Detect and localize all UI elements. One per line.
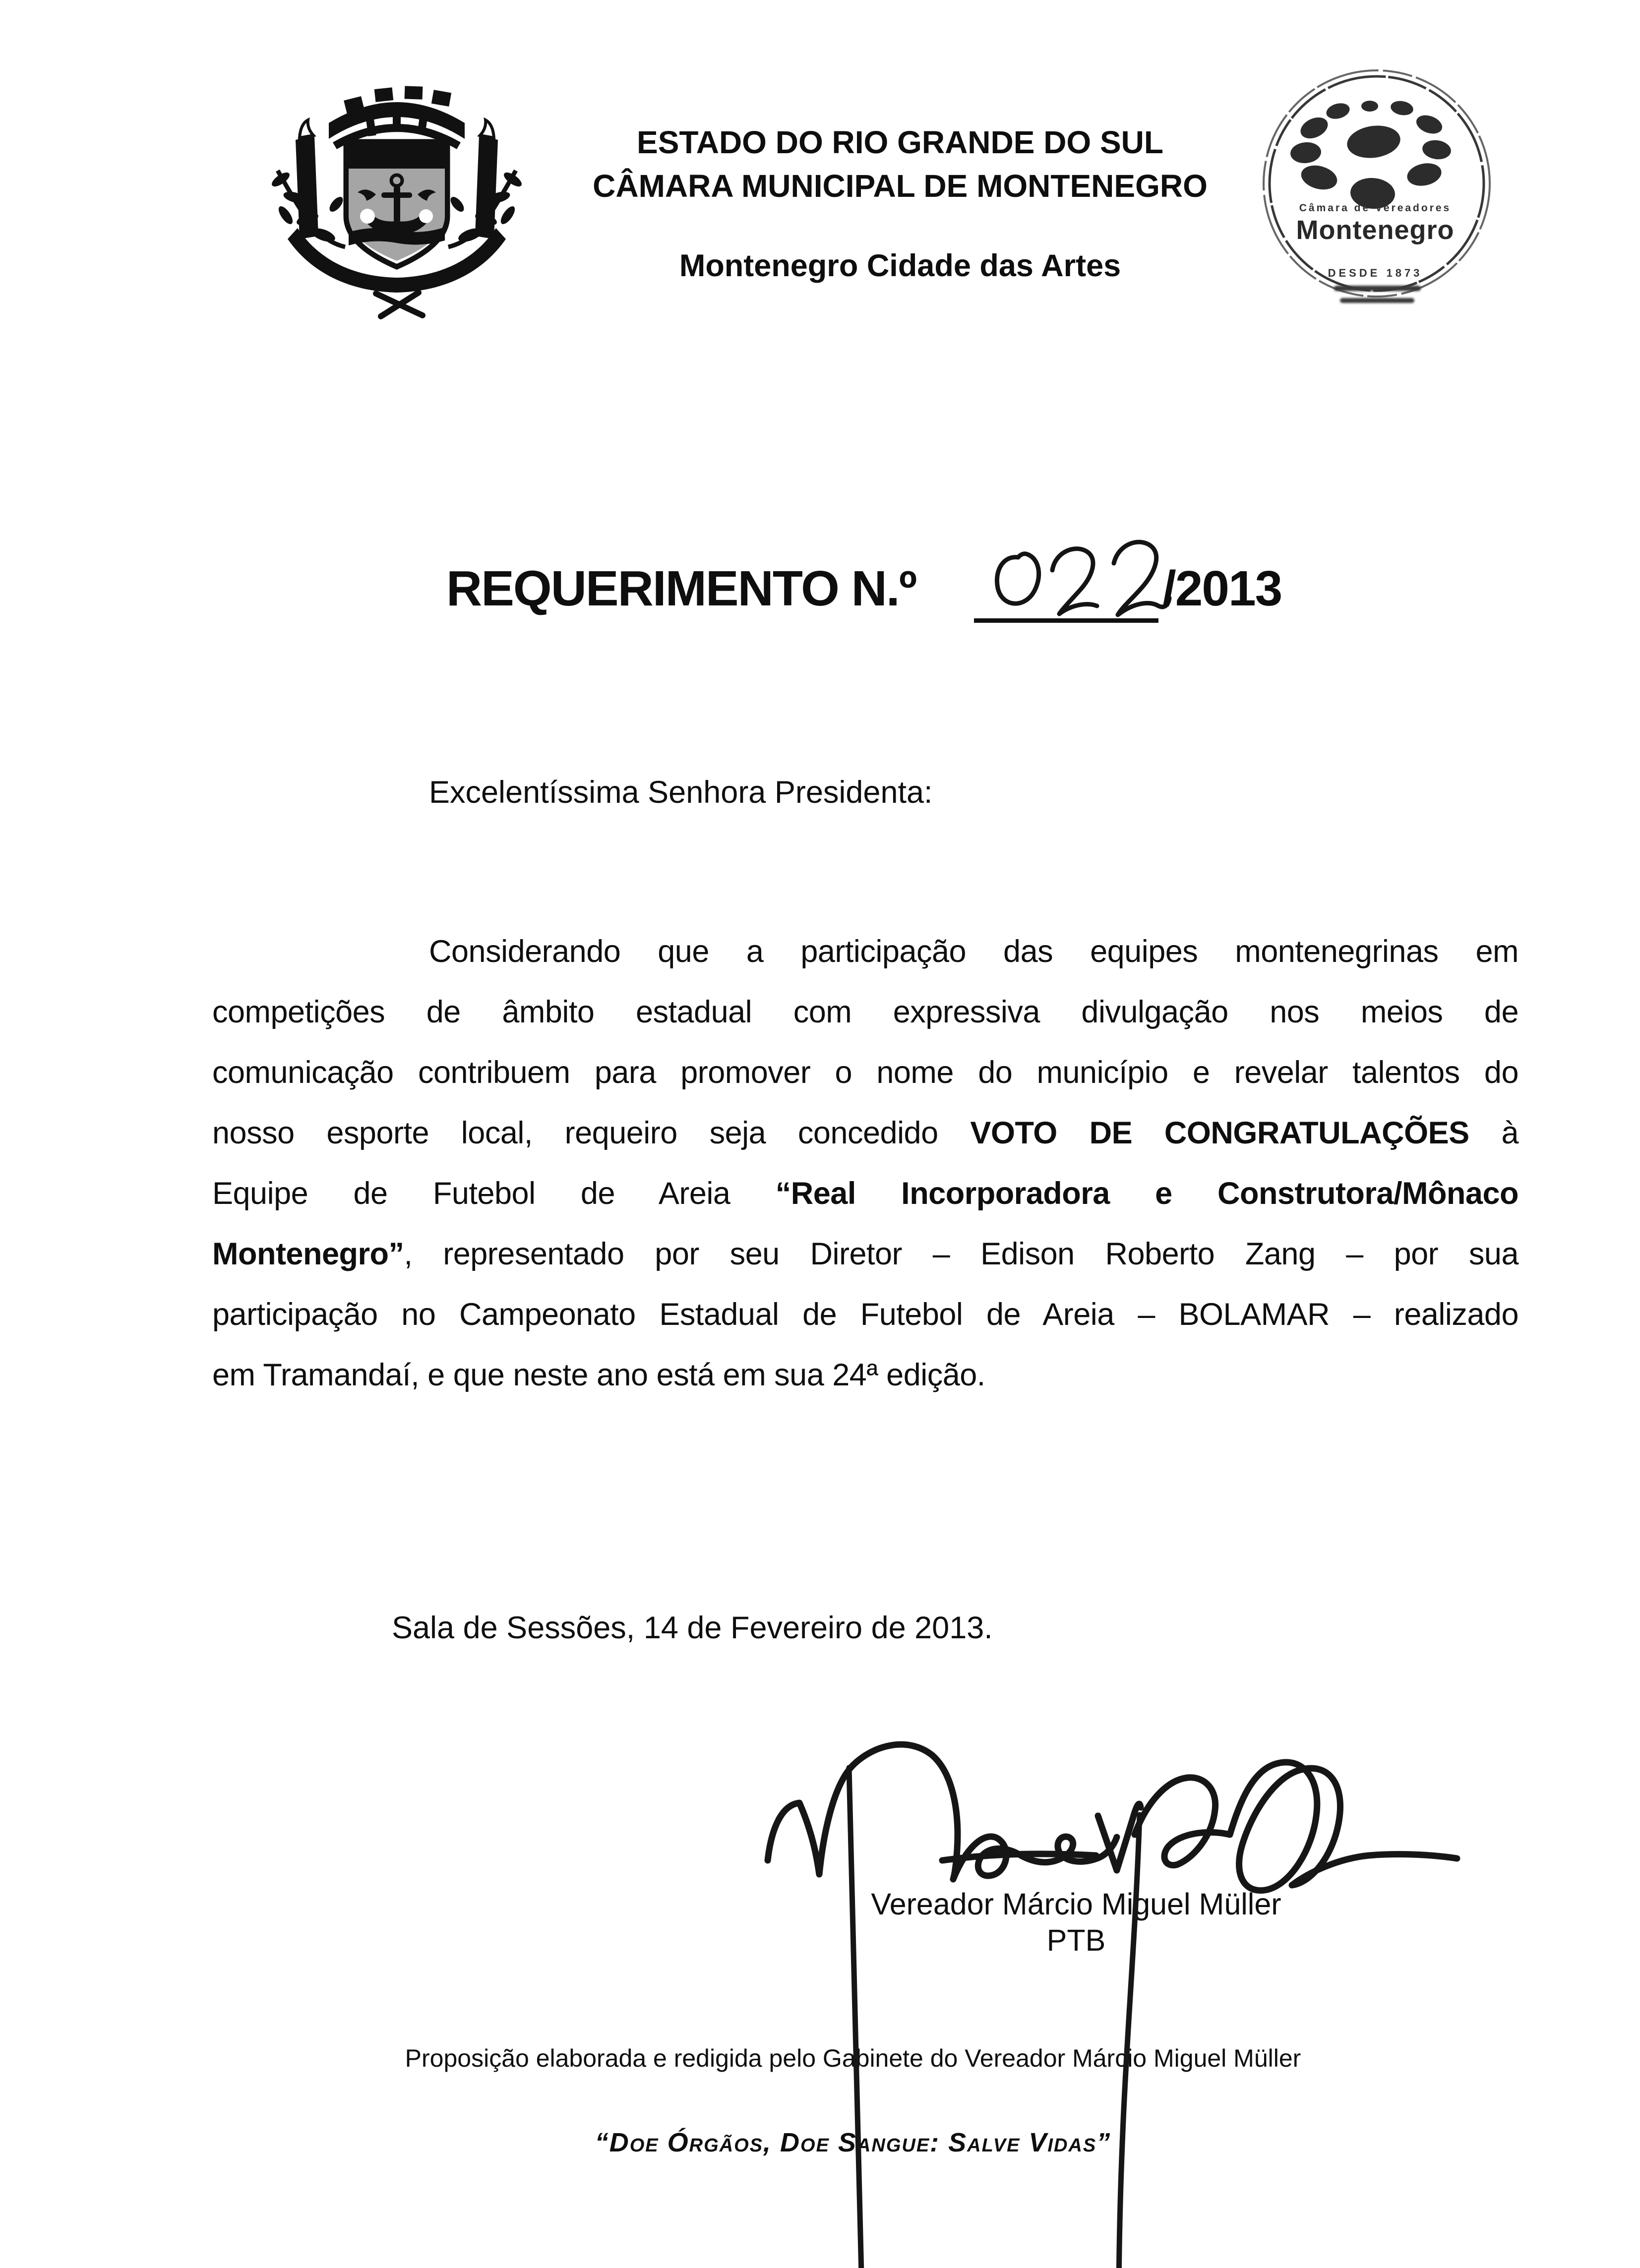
document-title-year: /2013 (1162, 561, 1282, 616)
paragraph-segment: Equipe de Futebol de Areia (212, 1176, 776, 1211)
paragraph-segment: nosso esporte local, requeiro seja concedido (212, 1116, 971, 1150)
mural-crown-icon (329, 86, 465, 146)
handwritten-number-icon (987, 536, 1175, 625)
letterhead-chamber-line: CÂMARA MUNICIPAL DE MONTENEGRO (593, 168, 1208, 204)
seal-illegible-text-line (1334, 286, 1421, 291)
paragraph-bold-segment: VOTO DE CONGRATULAÇÕES (970, 1116, 1469, 1150)
paragraph-segment: Considerando que a participação das equipes montenegrinas em (429, 934, 1519, 969)
footer-note: Proposição elaborada e redigida pelo Gabinete do Vereador Márcio Miguel Müller (405, 2044, 1301, 2072)
paragraph-segment: participação no Campeonato Estadual de Futebol de Areia – BOLAMAR – realizado (212, 1297, 1519, 1332)
body-paragraph (212, 921, 1519, 1405)
paragraph-line (212, 1103, 1519, 1163)
seal-institution-label: Câmara de Vereadores (1299, 202, 1452, 214)
signer-party: PTB (1046, 1923, 1106, 1957)
paragraph-line (212, 1284, 1519, 1345)
handwritten-signature-icon (719, 1686, 1493, 2268)
signer-name: Vereador Márcio Miguel Müller (871, 1887, 1281, 1921)
paragraph-line (212, 1163, 1519, 1224)
paragraph-line (212, 921, 1519, 982)
document-title-label: REQUERIMENTO N.º (446, 561, 916, 616)
greeting-line: Excelentíssima Senhora Presidenta: (429, 775, 933, 810)
coat-of-arms-icon (248, 64, 546, 372)
paragraph-bold-segment: “Real Incorporadora e Construtora/Mônaco (775, 1176, 1519, 1211)
paragraph-segment: em Tramandaí, e que neste ano está em sua 24ª edição. (212, 1358, 985, 1392)
paragraph-line (212, 982, 1519, 1042)
seal-dots-emblem-icon (1289, 99, 1452, 210)
number-underline (974, 618, 1158, 623)
paragraph-bold-segment: Montenegro” (212, 1237, 404, 1271)
letterhead-state-line: ESTADO DO RIO GRANDE DO SUL (637, 124, 1163, 160)
paragraph-segment: , representado por seu Diretor – Edison Roberto Zang – por sua (404, 1237, 1519, 1271)
paragraph-segment: competições de âmbito estadual com expressiva divulgação nos meios de (212, 995, 1519, 1029)
paragraph-segment: comunicação contribuem para promover o nome do município e revelar talentos do (212, 1055, 1519, 1090)
session-date-line: Sala de Sessões, 14 de Fevereiro de 2013. (392, 1611, 993, 1645)
paragraph-line (212, 1345, 1519, 1405)
footer-motto: “Doe Órgãos, Doe Sangue: Salve Vidas” (595, 2128, 1111, 2157)
shield-icon (346, 142, 447, 267)
letterhead (496, 120, 1304, 208)
paragraph-line (212, 1224, 1519, 1284)
council-seal-icon (1260, 59, 1498, 339)
paragraph-segment: à (1469, 1116, 1519, 1150)
seal-illegible-text-line (1340, 298, 1414, 303)
seal-city-label: Montenegro (1296, 215, 1455, 245)
paragraph-line (212, 1042, 1519, 1103)
letterhead-city-motto: Montenegro Cidade das Artes (679, 248, 1121, 283)
seal-since-label: DESDE 1873 (1328, 267, 1423, 279)
